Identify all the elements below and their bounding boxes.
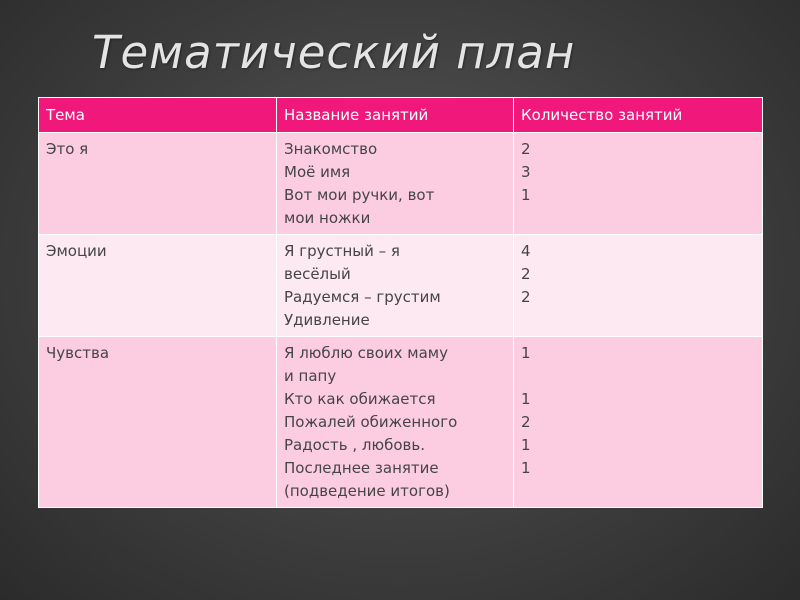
topic-text: Эмоции bbox=[46, 242, 107, 260]
counts-cell bbox=[514, 133, 763, 235]
count-line: 1 bbox=[521, 344, 531, 362]
count-line-blank bbox=[521, 365, 755, 388]
session-line: мои ножки bbox=[284, 209, 371, 227]
session-line: и папу bbox=[284, 367, 337, 385]
thematic-plan-table bbox=[38, 97, 763, 508]
topic-text: Это я bbox=[46, 140, 89, 158]
count-line: 3 bbox=[521, 163, 531, 181]
table-row bbox=[39, 337, 763, 508]
slide-title: Тематический план bbox=[92, 26, 576, 79]
counts-cell bbox=[514, 337, 763, 508]
session-line: Радость , любовь. bbox=[284, 436, 426, 454]
session-line: Радуемся – грустим bbox=[284, 288, 441, 306]
header-session-count: Количество занятий bbox=[514, 98, 763, 133]
table-header-row bbox=[39, 98, 763, 133]
count-line: 1 bbox=[521, 436, 531, 454]
topic-cell bbox=[39, 235, 277, 337]
session-line: весёлый bbox=[284, 265, 351, 283]
session-line: Я грустный – я bbox=[284, 242, 400, 260]
table-row bbox=[39, 235, 763, 337]
session-line: Пожалей обиженного bbox=[284, 413, 458, 431]
count-line: 2 bbox=[521, 288, 531, 306]
topic-text: Чувства bbox=[46, 344, 110, 362]
header-topic: Тема bbox=[39, 98, 277, 133]
table-row bbox=[39, 133, 763, 235]
count-line: 1 bbox=[521, 390, 531, 408]
session-line: Вот мои ручки, вот bbox=[284, 186, 435, 204]
count-line: 1 bbox=[521, 186, 531, 204]
count-line: 4 bbox=[521, 242, 531, 260]
session-line: Моё имя bbox=[284, 163, 351, 181]
session-line: Удивление bbox=[284, 311, 370, 329]
count-line: 1 bbox=[521, 459, 531, 477]
header-session-names: Название занятий bbox=[277, 98, 514, 133]
session-line: (подведение итогов) bbox=[284, 482, 450, 500]
topic-cell bbox=[39, 337, 277, 508]
session-line: Знакомство bbox=[284, 140, 378, 158]
session-line: Я люблю своих маму bbox=[284, 344, 448, 362]
session-line: Последнее занятие bbox=[284, 459, 439, 477]
count-line: 2 bbox=[521, 265, 531, 283]
topic-cell bbox=[39, 133, 277, 235]
count-line: 2 bbox=[521, 140, 531, 158]
counts-cell bbox=[514, 235, 763, 337]
count-line: 2 bbox=[521, 413, 531, 431]
session-line: Кто как обижается bbox=[284, 390, 436, 408]
sessions-cell bbox=[277, 235, 514, 337]
sessions-cell bbox=[277, 133, 514, 235]
sessions-cell bbox=[277, 337, 514, 508]
